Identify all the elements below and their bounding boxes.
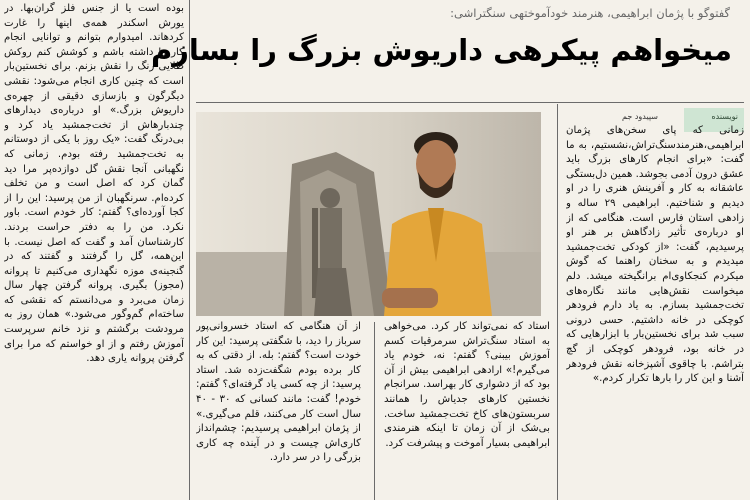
column-divider-middle <box>374 322 375 500</box>
paragraph: استاد که نمی‌تواند کار کرد. می‌خواهی به استاد سنگ‌تراش سرمرقیات کسم آموزش بیبنی؟ گفتم: نه، خودم یاد می‌گیرم!» ارادهی ابراهیمی بیش از آن بود که از دشواری کار بهراسد. سرانجام نخستین کارهای جدیاش را همانند سربستون‌های کاخ تخت‌جمشید ساخت. بی‌شک از آن زمان تا اینکه هنرمندی ابراهیمی بسیار آموخت و پیشرفت کرد. <box>384 321 550 449</box>
text-column-right <box>566 124 744 500</box>
text-column-left <box>4 2 184 500</box>
text-column-middle-left <box>196 320 361 500</box>
paragraph: از آن هنگامی که استاد خسروانی‌پور سرباز را دید، با شگفتی پرسید: این کار خودت است؟ گفتم: بله. از دقتی که به کار برده بودم شگفت‌زده شد. استاد پرسید: از چه کسی یاد گرفته‌ای؟ گفتم: خودم! گفت: مانند کسانی که ۳۰ - ۴۰ سال است کار می‌کنند، قلم می‌گیری.» از پژمان ابراهیمی پرسیدیم: چشم‌انداز کاری‌اش چیست و در آینده چه کاری بزرگی را در سر دارد. <box>196 321 361 464</box>
column-divider-left <box>189 0 190 500</box>
paragraph: زمانی که پای سخن‌های پژمان ابراهیمی،هنرمندسنگ‌تراش،نشستیم، به ما گفت: «برای انجام کارهای بزرگ باید عشق درون آدمی بجوشد. همین دل‌بستگی عاشقانه به کار و آفرینش هنری را در او دیدیم و شناختیم. ابراهیمی ۲۹ ساله و زادهی استان فارس است. هنگامی که از او درباره‌ی تأثیر زادگاهش بر هنر او پرسیدیم، گفت: «از کودکی تخت‌جمشید میدیدم و به سخنان راهنما که گوش میکردم کنجکاوی‌ام برانگیخته میشد. دلم میخواست نقش‌هایی مانند نگاره‌های تخت‌جمشید بسازم. به یاد دارم فرودهر کوچکی در خانه داشتیم. حسی درونی سبب شد برای نخستین‌بار با ابزارهایی که در خانه بود، فرودهر کوچکی از گچ بتراشم. با چاقوی آشپزخانه نقش فرودهر آشنا و این کار را بارها تکرار کردم.» <box>566 125 744 385</box>
text-column-middle-right <box>384 320 550 500</box>
photo-illustration <box>196 112 541 316</box>
article-photo <box>196 112 541 316</box>
article-headline: میخواهم پیکرهی داریوش بزرگ را بسازم <box>150 33 732 67</box>
author-label: نویسنده <box>711 112 738 121</box>
article-kicker: گفتوگو با پژمان ابراهیمی، هنرمند خودآموختهی سنگتراشی: <box>450 6 730 20</box>
column-divider-right <box>557 104 558 500</box>
paragraph: بوده است یا از جنس فلز گران‌بها. در یورش اسکندر همه‌ی اینها را غارت کردهاند. امیدوارم بتوانم و توانایی انجام کار را داشته باشم و کوشش کنم روکش طلایی رنگ را نقش بزنم. برای نخستین‌بار است که چنین کاری انجام می‌شود: نقشی دیگرگون و بازسازی دقیقی از چهره‌ی داریوش بزرگ.» او درباره‌ی دیدارهای چندبارهاش از تخت‌جمشید یاد کرد و بی‌درنگ گفت: «یک روز با یکی از دوستانم به تخت‌جمشید رفته بودم. زمانی که نگهبانی آنجا نقش گل دوازده‌پر مرا دید گمان کرد که اصل است و من تخلف کرده‌ام. سرنگهبان از من پرسید: این را از کجا آورده‌ای؟ گفتم: کار خودم است. باور نکرد. من را به دفتر حراست بردند. کارشناسان آمد و گفت که اصل نیست. با این‌همه، گل را گرفتند و گفتند که در گنجینه‌ی موزه نگهداری می‌کنیم تا پروانه (مجوز) بگیری. پروانه گرفتن چهار سال زمان می‌برد و می‌دانستم که نقشی که ساخته‌ام گم‌وگور می‌شود.» همان روز به مرودشت برگشتم و نزد خانم سرپرست آموزش رفتم و از او خواستم که مرا برای گرفتن پروانه یاری دهد. <box>4 3 184 365</box>
author-name: سپیدود جم <box>622 112 658 121</box>
headline-underline <box>196 102 744 103</box>
